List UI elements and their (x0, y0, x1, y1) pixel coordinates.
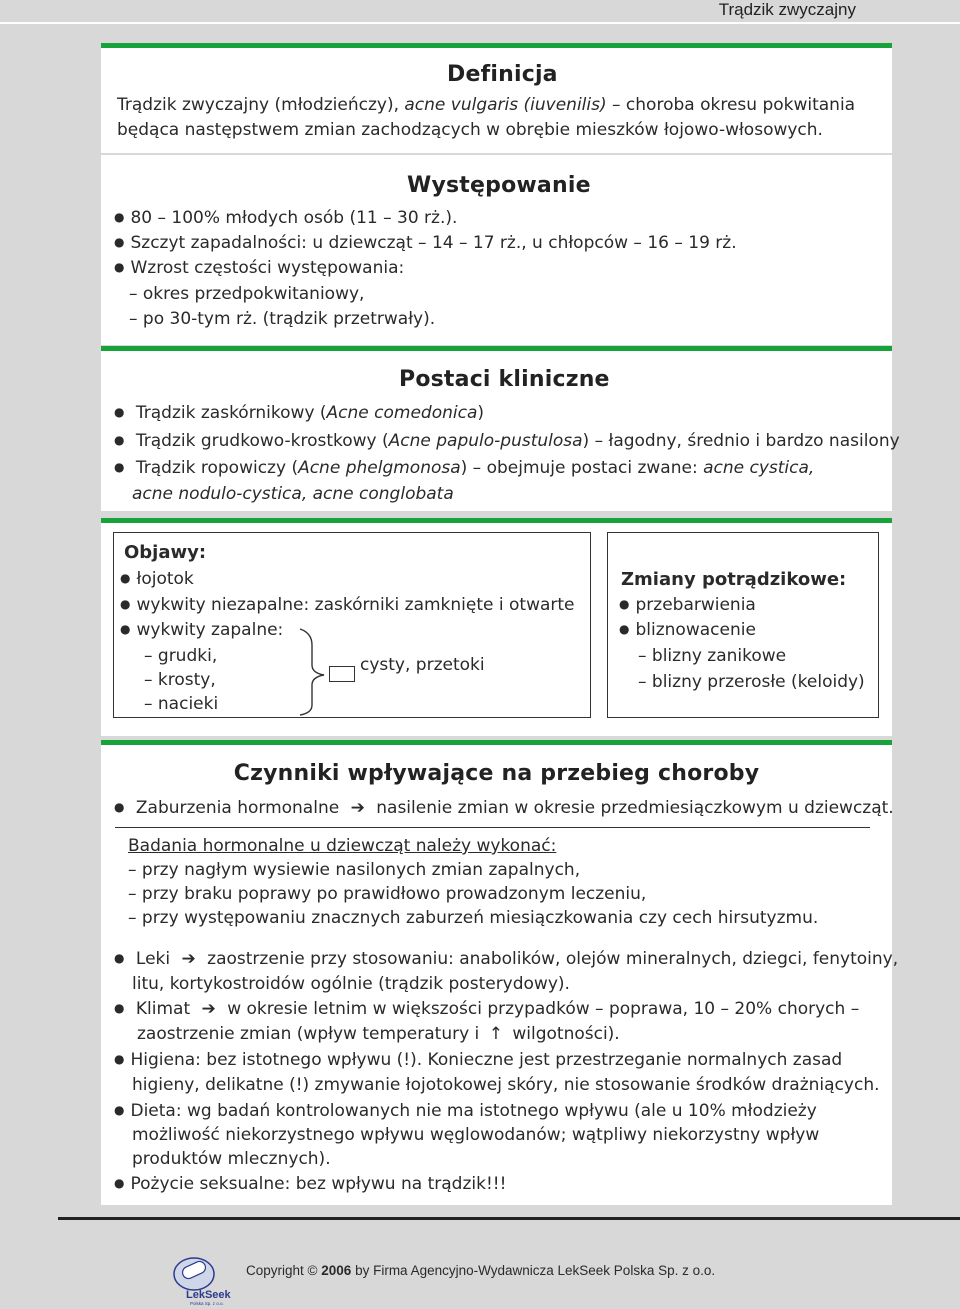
clinical-form-text: ) (477, 403, 485, 423)
factor-label: Klimat (135, 999, 191, 1019)
footer-rule (58, 1217, 960, 1220)
symptom-subitem: – krosty, (144, 670, 216, 690)
factors-section (101, 740, 899, 1205)
factor-drugs-cont: litu, kortykostroidów ogólnie (trądzik posterydowy). (132, 974, 570, 994)
definition-line-1 (117, 95, 855, 115)
factor-climate (114, 999, 859, 1019)
factor-text: w okresie letnim w większości przypadków – poprawa, 10 – 20% chorych – (227, 999, 860, 1019)
definition-text-cont: – choroba okresu pokwitania (606, 95, 856, 115)
factor-hygiene: ● Higiena: bez istotnego wpływu (!). Konieczne jest przestrzeganie normalnych zasad (114, 1050, 842, 1070)
clinical-form-latin: acne nodulo-cystica, acne conglobata (132, 484, 454, 504)
symptom-item: ● wykwity niezapalne: zaskórniki zamknięte i otwarte (120, 595, 575, 615)
factor-label: Zaburzenia hormonalne (135, 798, 340, 818)
post-acne-subitem: – blizny przerosłe (keloidy) (638, 672, 865, 692)
copyright-notice (246, 1263, 715, 1278)
copyright-owner: by Firma Agencyjno-Wydawnicza LekSeek Polska Sp. z o.o. (355, 1263, 716, 1278)
brace-connector-icon (294, 627, 334, 717)
factor-text: zaostrzenie zmian (wpływ temperatury i (137, 1024, 480, 1044)
hormonal-test-item: – przy nagłym wysiewie nasilonych zmian zapalnych, (128, 860, 581, 880)
occurrence-item: ● Szczyt zapadalności: u dziewcząt – 14 – 17 rż., u chłopców – 16 – 19 rż. (114, 233, 737, 253)
factor-diet: ● Dieta: wg badań kontrolowanych nie ma istotnego wpływu (ale u 10% młodzieży (114, 1101, 817, 1121)
clinical-forms-section (101, 346, 900, 511)
factor-diet-cont: możliwość niekorzystnego wpływu węglowodanów; wątpliwy niekorzystny wpływ (132, 1125, 820, 1145)
factor-drugs (114, 949, 898, 969)
post-acne-item: ● przebarwienia (619, 595, 756, 615)
post-acne-box (607, 532, 879, 718)
logo-subtext: Polska Sp. z o.o. (190, 1301, 224, 1306)
factor-hormonal (114, 798, 894, 818)
post-acne-title: Zmiany potrądzikowe: (621, 569, 847, 590)
occurrence-item: ● Wzrost częstości występowania: (114, 258, 404, 278)
clinical-form-latin: Acne comedonica (326, 403, 478, 423)
arrow-right-icon: ➔ (201, 999, 216, 1019)
running-header: Trądzik zwyczajny (718, 0, 856, 19)
clinical-form-text: Trądzik zaskórnikowy ( (135, 403, 327, 423)
hormonal-tests-title: Badania hormonalne u dziewcząt należy wykonać: (128, 836, 557, 856)
header-divider (0, 22, 960, 24)
clinical-form-text: Trądzik ropowiczy ( (135, 458, 299, 478)
symptom-result: cysty, przetoki (360, 655, 485, 675)
factor-climate-cont (137, 1024, 620, 1044)
symptom-item: ● wykwity zapalne: (120, 620, 283, 640)
symptom-subitem: – nacieki (144, 694, 219, 714)
clinical-form-item (114, 403, 484, 423)
clinical-form-item (114, 458, 814, 478)
definition-heading: Definicja (447, 62, 558, 87)
occurrence-subitem: – po 30-tym rż. (trądzik przetrwały). (129, 309, 436, 329)
result-box-icon (329, 666, 355, 682)
definition-line-2: będąca następstwem zmian zachodzących w obrębie mieszków łojowo-włosowych. (117, 120, 823, 140)
logo-text: LekSeek (186, 1289, 231, 1301)
hormonal-test-item: – przy występowaniu znacznych zaburzeń miesiączkowania czy cech hirsutyzmu. (128, 908, 819, 928)
definition-section (101, 43, 892, 153)
arrow-right-icon: ➔ (181, 949, 196, 969)
lekseek-logo (172, 1254, 234, 1306)
factor-hygiene-cont: higieny, delikatne (!) zmywanie łojotokowej skóry, nie stosowanie środków drażniących. (132, 1075, 880, 1095)
clinical-form-text: Trądzik grudkowo-krostkowy ( (135, 431, 389, 451)
occurrence-subitem: – okres przedpokwitaniowy, (129, 284, 365, 304)
copyright-year: 2006 (321, 1263, 352, 1278)
symptoms-box (113, 532, 591, 718)
clinical-form-latin: Acne papulo-pustulosa (388, 431, 583, 451)
arrow-right-icon: ➔ (350, 798, 365, 818)
post-acne-item: ● bliznowacenie (619, 620, 756, 640)
factors-heading: Czynniki wpływające na przebieg choroby (233, 761, 760, 786)
clinical-form-text: ) – łagodny, średnio i bardzo nasilony (582, 431, 900, 451)
symptom-subitem: – grudki, (144, 646, 218, 666)
clinical-form-item (114, 431, 900, 451)
clinical-form-text: ) – obejmuje postaci zwane: (460, 458, 704, 478)
definition-latin-term: acne vulgaris (iuvenilis) (404, 95, 607, 115)
factor-diet-cont: produktów mlecznych). (132, 1149, 331, 1169)
clinical-form-item-cont (132, 484, 454, 504)
clinical-form-latin: acne cystica, (703, 458, 815, 478)
occurrence-heading: Występowanie (407, 173, 591, 198)
clinical-form-latin: Acne phelgmonosa (298, 458, 461, 478)
symptom-item: ● łojotok (120, 569, 194, 589)
symptoms-title: Objawy: (124, 542, 207, 563)
factor-text: nasilenie zmian w okresie przedmiesiączkowym u dziewcząt. (376, 798, 894, 818)
definition-text: Trądzik zwyczajny (młodzieńczy), (117, 95, 405, 115)
hormonal-test-item: – przy braku poprawy po prawidłowo prowadzonym leczeniu, (128, 884, 647, 904)
factor-sex: ● Pożycie seksualne: bez wpływu na trądzik!!! (114, 1174, 506, 1194)
copyright-label: Copyright © (246, 1263, 318, 1278)
factor-label: Leki (135, 949, 171, 969)
occurrence-section (101, 155, 892, 345)
arrow-up-icon: ↑ (488, 1024, 503, 1044)
clinical-forms-heading: Postaci kliniczne (399, 367, 610, 392)
post-acne-subitem: – blizny zanikowe (638, 646, 787, 666)
occurrence-item: ● 80 – 100% młodych osób (11 – 30 rż.). (114, 208, 457, 228)
factor-text: wilgotności). (512, 1024, 620, 1044)
factor-text: zaostrzenie przy stosowaniu: anabolików, olejów mineralnych, dziegci, fenytoiny, (207, 949, 899, 969)
